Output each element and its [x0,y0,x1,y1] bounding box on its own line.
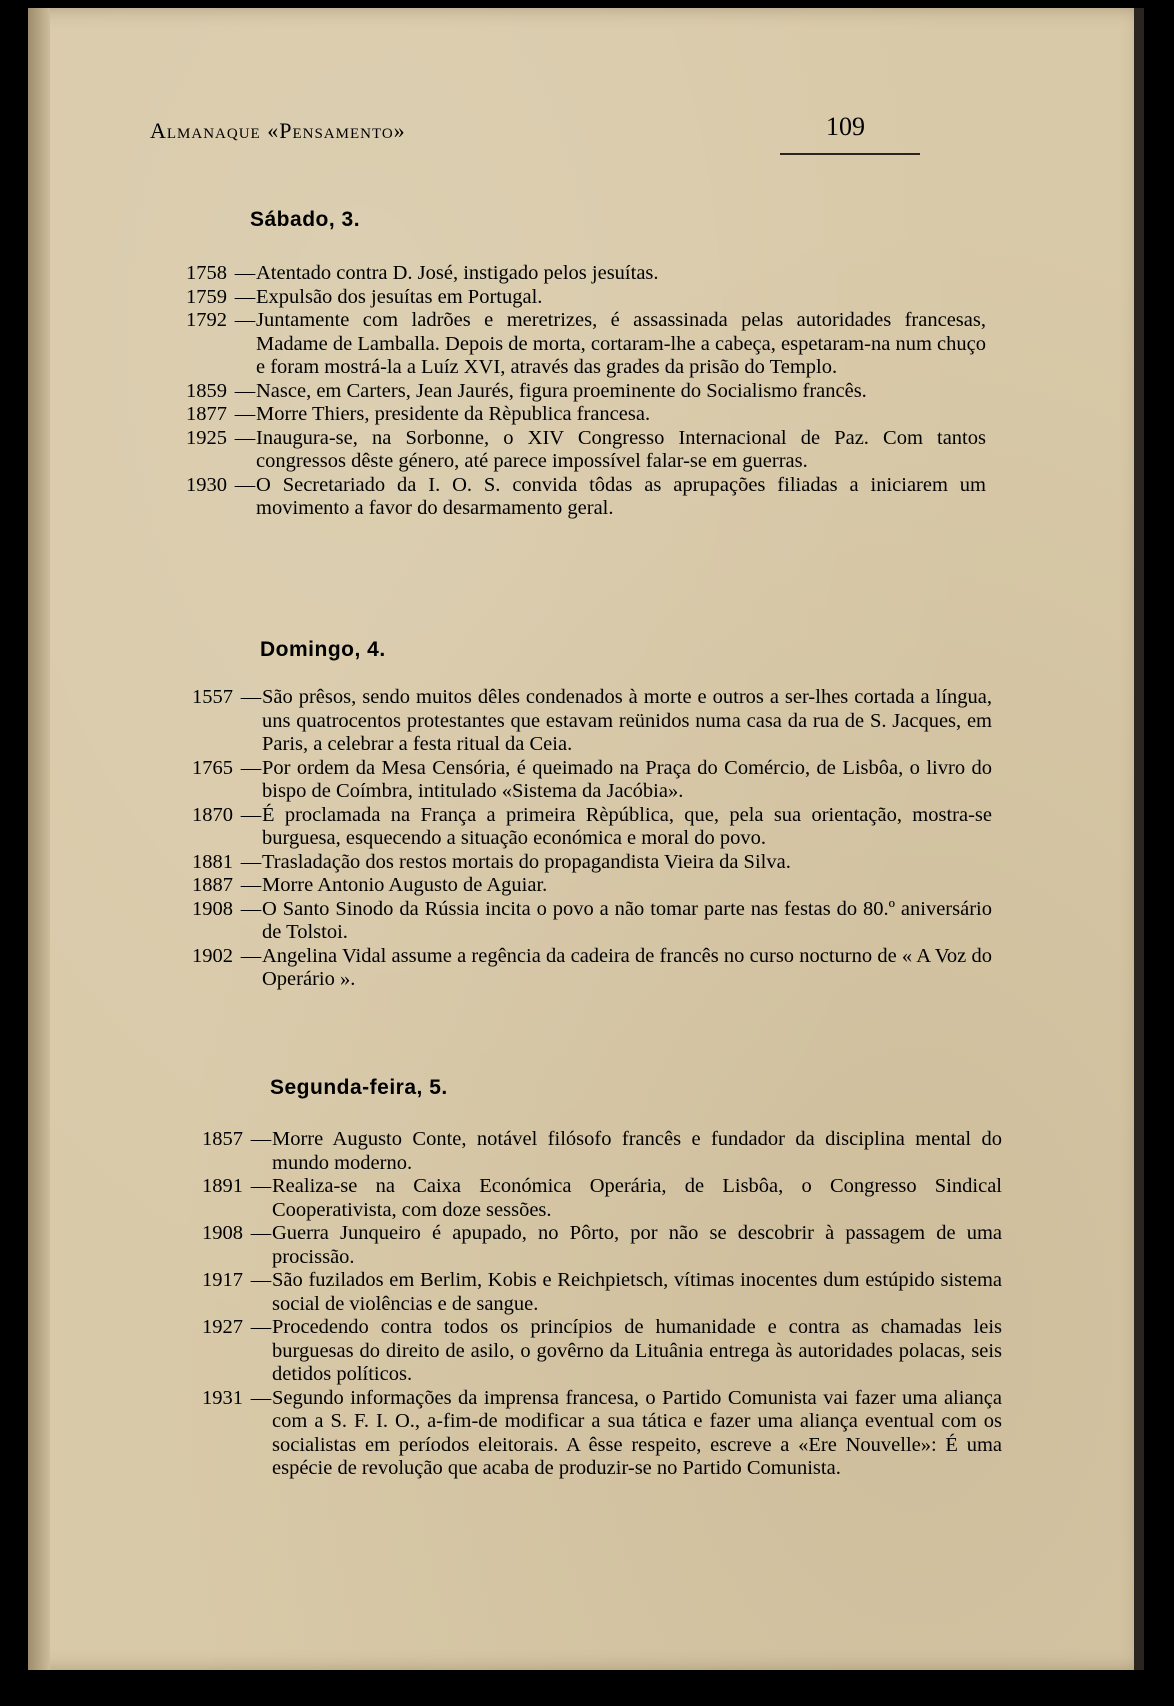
entry-year: 1758 [186,262,227,284]
entry [186,309,986,380]
entry-dash: — [234,379,256,402]
entry-text: Expulsão dos jesuítas em Portugal. [256,285,543,308]
entry-text: Juntamente com ladrões e meretrizes, é assassinada pelas autoridades francesas, Madame de Lamballa. Depois de morta, cortaram-lhe a cabeça, espetaram-na num chuço e foram mostrá-la a Luíz XVI, através das grades da prisão do Templo. [256,309,986,378]
entry [202,1387,1002,1481]
entry [186,262,986,286]
running-head-title: Almanaque «Pensamento» [150,118,406,143]
entry-dash: — [240,756,262,779]
entry-text: Inaugura-se, na Sorbonne, o XIV Congresso Internacional de Paz. Com tantos congressos dêste género, até parece impossível falar-se em guerras. [256,426,986,472]
entry-dash: — [234,285,256,308]
entry-year: 1759 [186,285,227,308]
entry-dash: — [240,897,262,920]
day-heading-segunda-feira: Segunda-feira, 5. [270,1076,448,1099]
entry-dash: — [250,1316,272,1338]
entry-text: Segundo informações da imprensa francesa, o Partido Comunista vai fazer uma aliança com a S. F. I. O., a-fim-de modificar a sua tática e fazer uma aliança eventual com os socialistas em períodos eleitorais. A êsse respeito, escreve a «Ere Nouvelle»: É uma espécie de revolução que acaba de produzir-se no Partido Comunista. [272,1386,1002,1479]
entry-text: Nasce, em Carters, Jean Jaurés, figura proeminente do Socialismo francês. [256,379,867,402]
entry-dash: — [250,1269,272,1291]
entry-year: 1891 [202,1175,243,1197]
entry-year: 1792 [186,309,227,331]
entry [202,1128,1002,1175]
entry [186,380,986,404]
page-number: 109 [826,112,865,141]
entry-year: 1877 [186,403,227,425]
entry-dash: — [240,874,262,896]
entry-text: Morre Antonio Augusto de Aguiar. [262,874,548,896]
entry-dash: — [250,1386,272,1409]
entry [192,851,992,875]
entry-year: 1925 [186,426,227,449]
entry-text: Trasladação dos restos mortais do propagandista Vieira da Silva. [262,850,791,873]
page-edge [1134,8,1144,1670]
entry-dash: — [240,850,262,873]
entry-year: 1870 [192,803,233,826]
entry-dash: — [234,473,256,496]
entry-year: 1859 [186,379,227,402]
entry [192,686,992,757]
entry [186,427,986,474]
entry-text: O Santo Sinodo da Rússia incita o povo a não tomar parte nas festas do 80.º aniversário de Tolstoi. [262,897,992,943]
entry-year: 1927 [202,1316,243,1338]
entry [186,403,986,427]
entry [186,474,986,521]
entry-dash: — [250,1128,272,1150]
day-heading-domingo: Domingo, 4. [260,638,386,661]
entry-year: 1931 [202,1386,243,1409]
page-gutter [28,8,50,1670]
entry-text: Atentado contra D. José, instigado pelos jesuítas. [256,262,659,284]
entry-year: 1908 [192,897,233,920]
header-rule [780,153,920,155]
entry-year: 1857 [202,1128,243,1150]
entry-text: São prêsos, sendo muitos dêles condenados à morte e outros a ser-lhes cortada a língua, uns quatrocentos protestantes que estavam reünidos numa casa da rua de S. Jacques, em Paris, a celebrar a festa ritual da Ceia. [262,686,992,755]
entry [202,1222,1002,1269]
entry-year: 1887 [192,874,233,896]
entry [202,1316,1002,1387]
entry [192,757,992,804]
entry-dash: — [240,803,262,826]
entry-year: 1557 [192,686,233,708]
entry-dash: — [234,309,256,331]
entry [192,945,992,992]
entry [202,1175,1002,1222]
entry-year: 1902 [192,944,233,967]
entry-dash: — [240,686,262,708]
entry-text: Morre Augusto Conte, notável filósofo francês e fundador da disciplina mental do mundo moderno. [272,1128,1002,1174]
entry-year: 1881 [192,850,233,873]
entry-text: Procedendo contra todos os princípios de humanidade e contra as chamadas leis burguesas do direito de asilo, o govêrno da Lituânia entrega às autoridades polacas, seis detidos políticos. [272,1316,1002,1385]
entry-year: 1930 [186,473,227,496]
entry [186,286,986,310]
entry-text: Guerra Junqueiro é apupado, no Pôrto, por não se descobrir à passagem de uma procissão. [272,1222,1002,1268]
entry-dash: — [234,403,256,425]
entry [192,874,992,898]
entries-sabado [186,262,986,521]
entry [192,804,992,851]
entry-year: 1908 [202,1222,243,1244]
entry-text: São fuzilados em Berlim, Kobis e Reichpietsch, vítimas inocentes dum estúpido sistema social de violências e de sangue. [272,1269,1002,1315]
entry [202,1269,1002,1316]
entry-dash: — [234,262,256,284]
entries-domingo [192,686,992,992]
entry-text: Morre Thiers, presidente da Rèpublica francesa. [256,403,651,425]
entry-year: 1917 [202,1269,243,1291]
entry-dash: — [234,426,256,449]
entry-text: Por ordem da Mesa Censória, é queimado na Praça do Comércio, de Lisbôa, o livro do bispo de Coímbra, intitulado «Sistema da Jacóbia». [262,756,992,802]
entry-dash: — [240,944,262,967]
entry [192,898,992,945]
entry-text: O Secretariado da I. O. S. convida tôdas as aprupações filiadas a iniciarem um movimento a favor do desarmamento geral. [256,473,986,519]
entry-text: É proclamada na França a primeira Rèpública, que, pela sua orientação, mostra-se burguesa, esquecendo a situação económica e moral do povo. [262,803,992,849]
entries-segunda-feira [202,1128,1002,1481]
entry-dash: — [250,1175,272,1197]
entry-text: Realiza-se na Caixa Económica Operária, de Lisbôa, o Congresso Sindical Cooperativista, com doze sessões. [272,1175,1002,1221]
entry-text: Angelina Vidal assume a regência da cadeira de francês no curso nocturno de « A Voz do Operário ». [262,944,992,990]
day-heading-sabado: Sábado, 3. [250,208,361,231]
entry-dash: — [250,1222,272,1244]
entry-year: 1765 [192,756,233,779]
